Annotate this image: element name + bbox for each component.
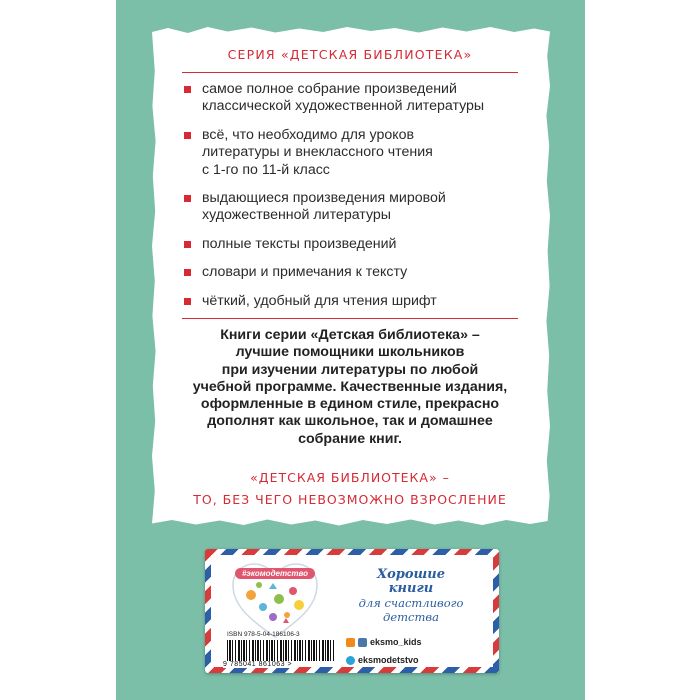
feature-item-3 — [184, 190, 524, 225]
series-title: СЕРИЯ «ДЕТСКАЯ БИБЛИОТЕКА» — [227, 47, 473, 62]
feature-text: полные тексты произведений — [202, 235, 397, 252]
description-paragraph: Книги серии «Детская библиотека» – лучшие помощники школьников при изучении литературы по любой учебной программе. Качественные издания, оформленные в едином стиле, прекрасно дополнят как школьное, так и домашнее собрание книг. — [192, 327, 508, 447]
sticker-slogan-line: Хорошие — [377, 567, 445, 582]
feature-list — [184, 81, 524, 321]
top-divider — [182, 72, 518, 73]
bullet-square-icon — [184, 241, 191, 248]
barcode-icon — [227, 640, 335, 661]
bullet-square-icon — [184, 269, 191, 276]
social-handle: eksmodetstvo — [358, 655, 419, 665]
postcard-inner — [211, 555, 493, 667]
sticker-slogan-line: для счастливого — [358, 596, 464, 610]
bullet-square-icon — [184, 86, 191, 93]
social-row-detstvo — [346, 653, 422, 667]
feature-text: чёткий, удобный для чтения шрифт — [202, 292, 437, 309]
feature-item-5 — [184, 264, 524, 281]
sticker-slogan — [331, 568, 491, 624]
feature-item-1 — [184, 81, 524, 116]
social-handle: eksmo_kids — [370, 637, 422, 647]
feature-text: всё, что необходимо для уроков литературы и внеклассного чтения с 1-го по 11-й класс — [202, 126, 433, 178]
vk-icon — [358, 638, 367, 647]
feature-item-4 — [184, 236, 524, 253]
bullet-square-icon — [184, 298, 191, 305]
feature-item-6 — [184, 293, 524, 310]
postcard-sticker — [205, 549, 499, 673]
feature-text: словари и примечания к тексту — [202, 264, 408, 281]
sticker-slogan-line: детства — [383, 610, 439, 624]
barcode-digits: 9 785041 861063 > — [223, 661, 293, 668]
telegram-icon — [346, 656, 355, 665]
isbn-text: ISBN 978-5-04-186106-3 — [227, 631, 300, 638]
social-links — [346, 635, 422, 671]
bullet-square-icon — [184, 132, 191, 139]
odnoklassniki-icon — [346, 638, 355, 647]
feature-text: выдающиеся произведения мировой художественной литературы — [202, 190, 446, 224]
feature-text: самое полное собрание произведений классической художественной литературы — [202, 81, 485, 115]
sticker-slogan-line: книги — [388, 581, 434, 596]
social-row-kids — [346, 635, 422, 649]
series-slogan: «ДЕТСКАЯ БИБЛИОТЕКА» – ТО, БЕЗ ЧЕГО НЕВОЗМОЖНО ВЗРОСЛЕНИЕ — [193, 470, 507, 507]
bottom-divider — [182, 318, 518, 319]
bullet-square-icon — [184, 195, 191, 202]
feature-item-2 — [184, 127, 524, 179]
brand-hashtag: #экомодетство — [235, 568, 315, 579]
